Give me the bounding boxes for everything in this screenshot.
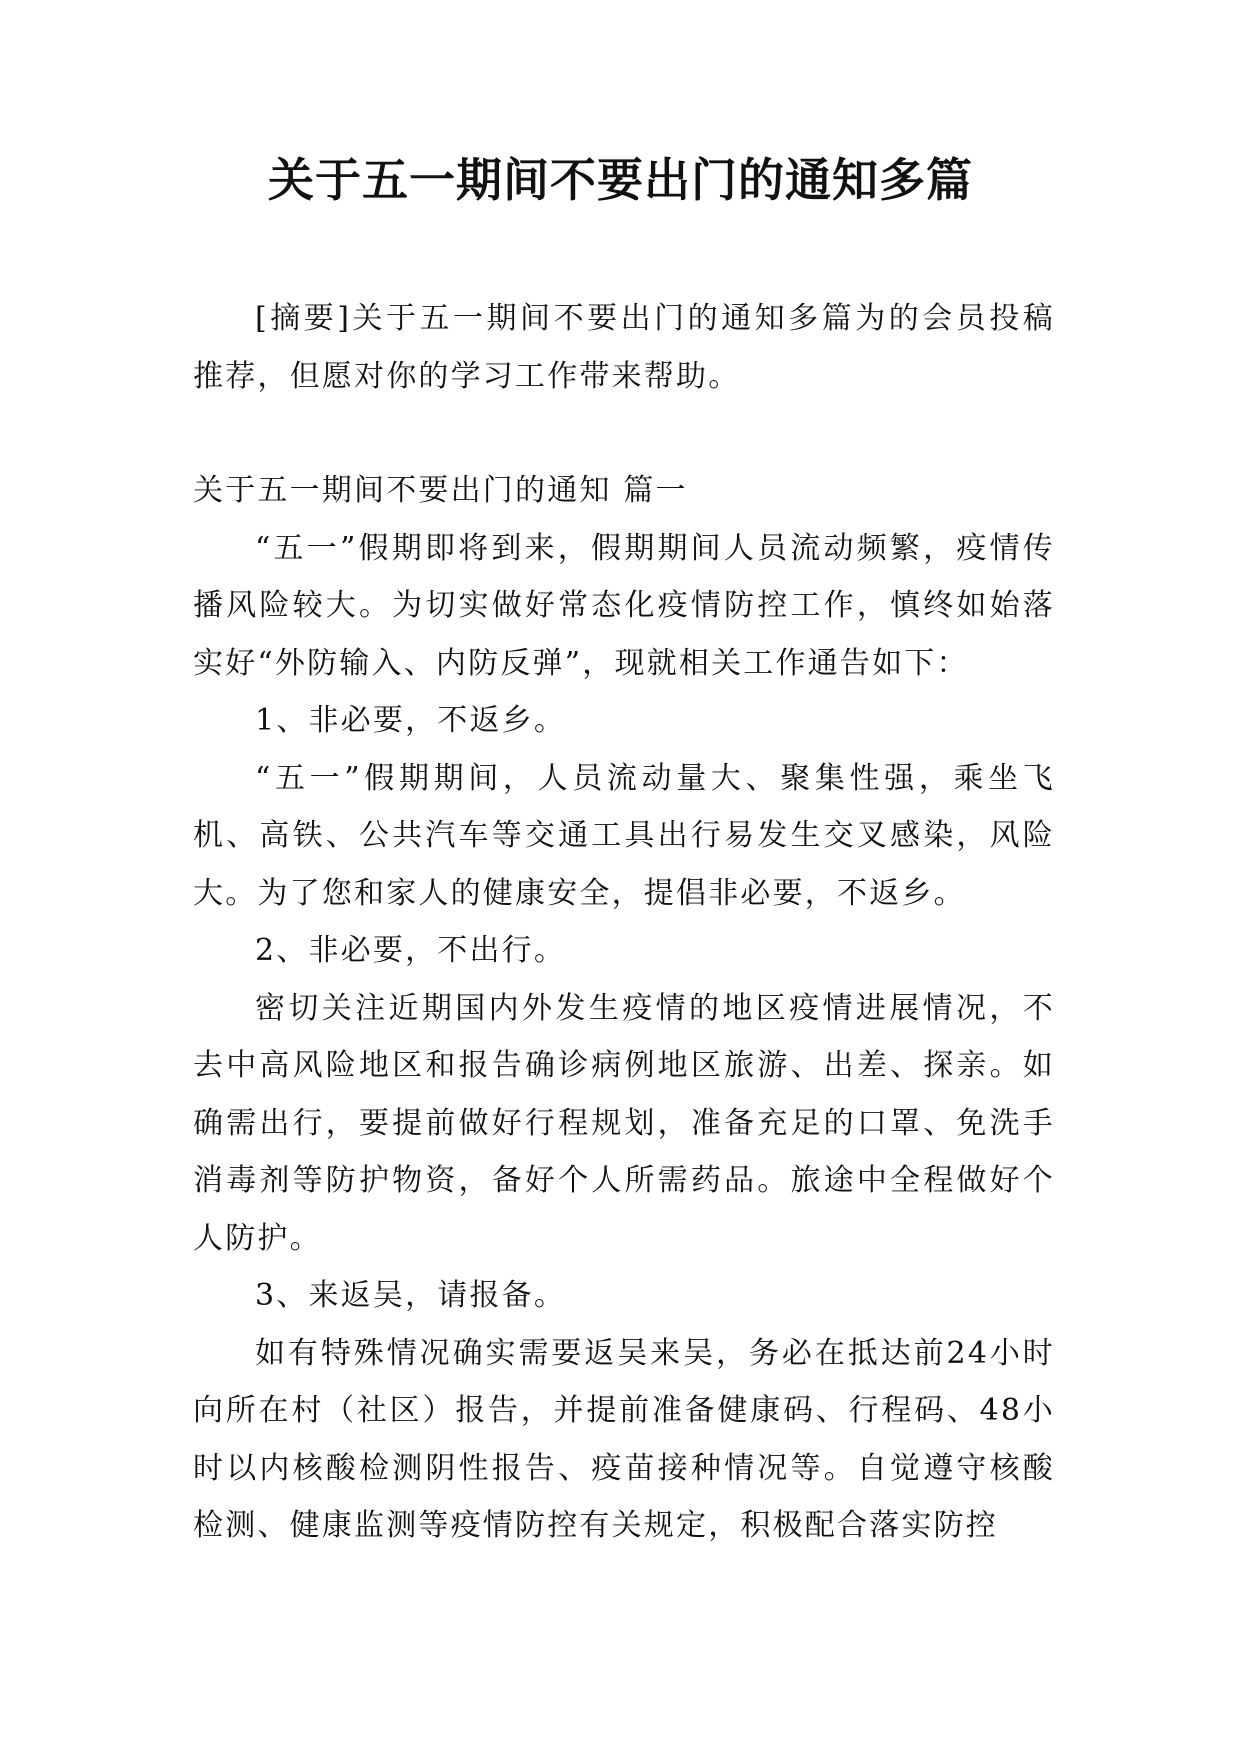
body-paragraph: 密切关注近期国内外发生疫情的地区疫情进展情况，不去中高风险地区和报告确诊病例地区旅游、出差、探亲。如确需出行，要提前做好行程规划，准备充足的口罩、免洗手消毒剂等防护物资，备好个人所需药品。旅途中全程做好个人防护。	[193, 990, 1055, 1256]
list-item: 1、非必要，不返乡。	[255, 703, 567, 738]
abstract-paragraph: [摘要]关于五一期间不要出门的通知多篇为的会员投稿推荐，但愿对你的学习工作带来帮助。	[193, 301, 1055, 394]
body-paragraph: “五一”假期即将到来，假期期间人员流动频繁，疫情传播风险较大。为切实做好常态化疫情防控工作，慎终如始落实好“外防输入、内防反弹”，现就相关工作通告如下：	[193, 530, 1055, 681]
document-body	[193, 290, 1055, 1555]
list-item: 2、非必要，不出行。	[255, 933, 567, 968]
section-heading: 关于五一期间不要出门的通知 篇一	[193, 473, 688, 508]
list-item: 3、来返吴，请报备。	[255, 1278, 567, 1313]
body-paragraph: 如有特殊情况确实需要返吴来吴，务必在抵达前24小时向所在村（社区）报告，并提前准备健康码、行程码、48小时以内核酸检测阴性报告、疫苗接种情况等。自觉遵守核酸检测、健康监测等疫情防控有关规定，积极配合落实防控	[193, 1335, 1055, 1543]
body-paragraph: “五一”假期期间，人员流动量大、聚集性强，乘坐飞机、高铁、公共汽车等交通工具出行易发生交叉感染，风险大。为了您和家人的健康安全，提倡非必要，不返乡。	[193, 760, 1055, 911]
document-title: 关于五一期间不要出门的通知多篇	[268, 153, 973, 207]
